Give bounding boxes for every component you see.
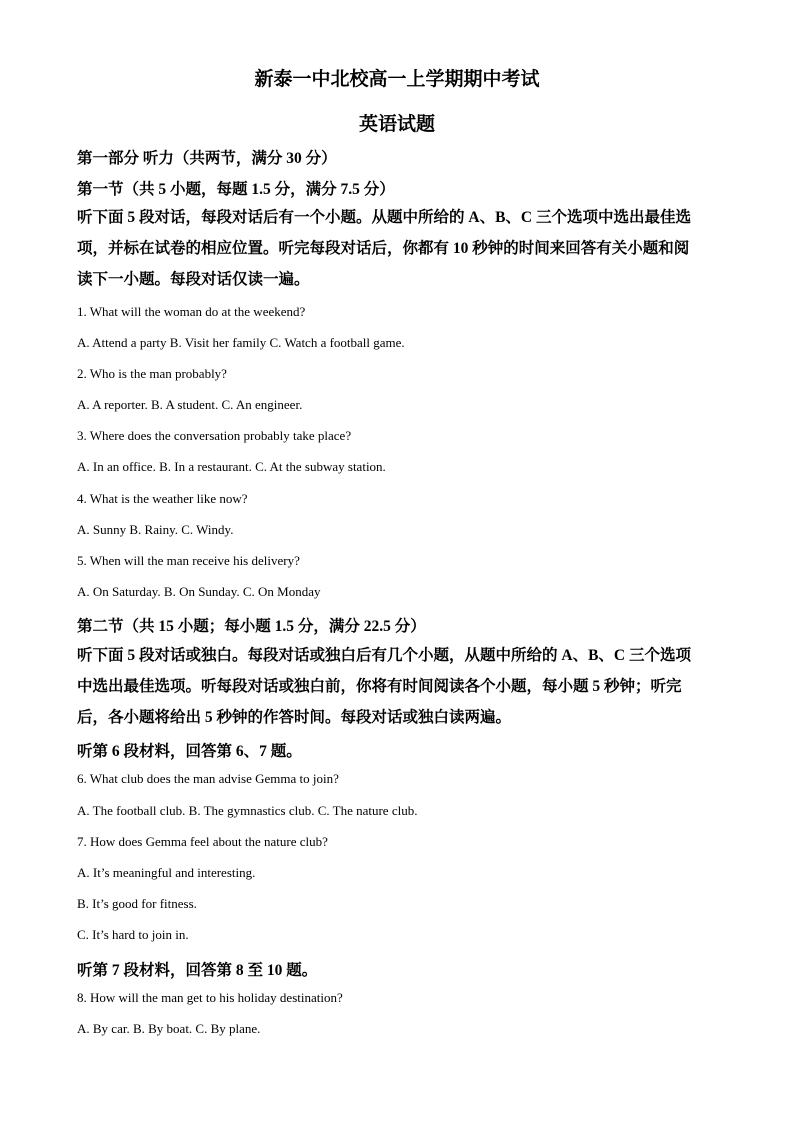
question-8-options: A. By car. B. By boat. C. By plane. — [77, 1021, 261, 1036]
question-4-stem: 4. What is the weather like now? — [77, 491, 248, 506]
instruction-line: 读下一小题。每段对话仅读一遍。 — [77, 271, 310, 288]
instruction-line: 听下面 5 段对话或独白。每段对话或独白后有几个小题，从题中所给的 A、B、C 三个选项 — [77, 647, 691, 664]
material-7-heading: 听第 7 段材料，回答第 8 至 10 题。 — [77, 962, 318, 979]
question-3-options: A. In an office. B. In a restaurant. C. At the subway station. — [77, 459, 386, 474]
instruction-line: 后，各小题将给出 5 秒钟的作答时间。每段对话或独白读两遍。 — [77, 709, 512, 726]
question-6-options: A. The football club. B. The gymnastics club. C. The nature club. — [77, 803, 418, 818]
section2-instructions — [77, 646, 717, 739]
instruction-line: 听下面 5 段对话，每段对话后有一个小题。从题中所给的 A、B、C 三个选项中选出最佳选 — [77, 209, 691, 226]
part1-heading: 第一部分 听力（共两节，满分 30 分） — [77, 150, 337, 167]
question-8-stem: 8. How will the man get to his holiday destination? — [77, 990, 343, 1005]
instruction-line: 中选出最佳选项。听每段对话或独白前，你将有时间阅读各个小题，每小题 5 秒钟；听完 — [77, 678, 682, 695]
question-7-option-c: C. It’s hard to join in. — [77, 927, 189, 942]
exam-title: 新泰一中北校高一上学期期中考试 — [254, 69, 540, 90]
question-4-options: A. Sunny B. Rainy. C. Windy. — [77, 522, 234, 537]
material-6-heading: 听第 6 段材料，回答第 6、7 题。 — [77, 743, 302, 760]
section1-instructions — [77, 208, 717, 301]
question-1-options: A. Attend a party B. Visit her family C. Watch a football game. — [77, 335, 405, 350]
question-2-stem: 2. Who is the man probably? — [77, 366, 227, 381]
question-7-stem: 7. How does Gemma feel about the nature club? — [77, 834, 328, 849]
question-7-option-a: A. It’s meaningful and interesting. — [77, 865, 256, 880]
question-2-options: A. A reporter. B. A student. C. An engineer. — [77, 397, 303, 412]
question-7-option-b: B. It’s good for fitness. — [77, 896, 197, 911]
question-5-stem: 5. When will the man receive his delivery? — [77, 553, 300, 568]
instruction-line: 项，并标在试卷的相应位置。听完每段对话后，你都有 10 秒钟的时间来回答有关小题和阅 — [77, 240, 690, 257]
question-3-stem: 3. Where does the conversation probably take place? — [77, 428, 352, 443]
question-1-stem: 1. What will the woman do at the weekend? — [77, 304, 306, 319]
section1-heading: 第一节（共 5 小题，每题 1.5 分，满分 7.5 分） — [77, 181, 395, 198]
question-5-options: A. On Saturday. B. On Sunday. C. On Monday — [77, 584, 321, 599]
exam-subtitle: 英语试题 — [358, 114, 435, 135]
section2-heading: 第二节（共 15 小题；每小题 1.5 分，满分 22.5 分） — [77, 618, 426, 635]
question-6-stem: 6. What club does the man advise Gemma to join? — [77, 771, 339, 786]
